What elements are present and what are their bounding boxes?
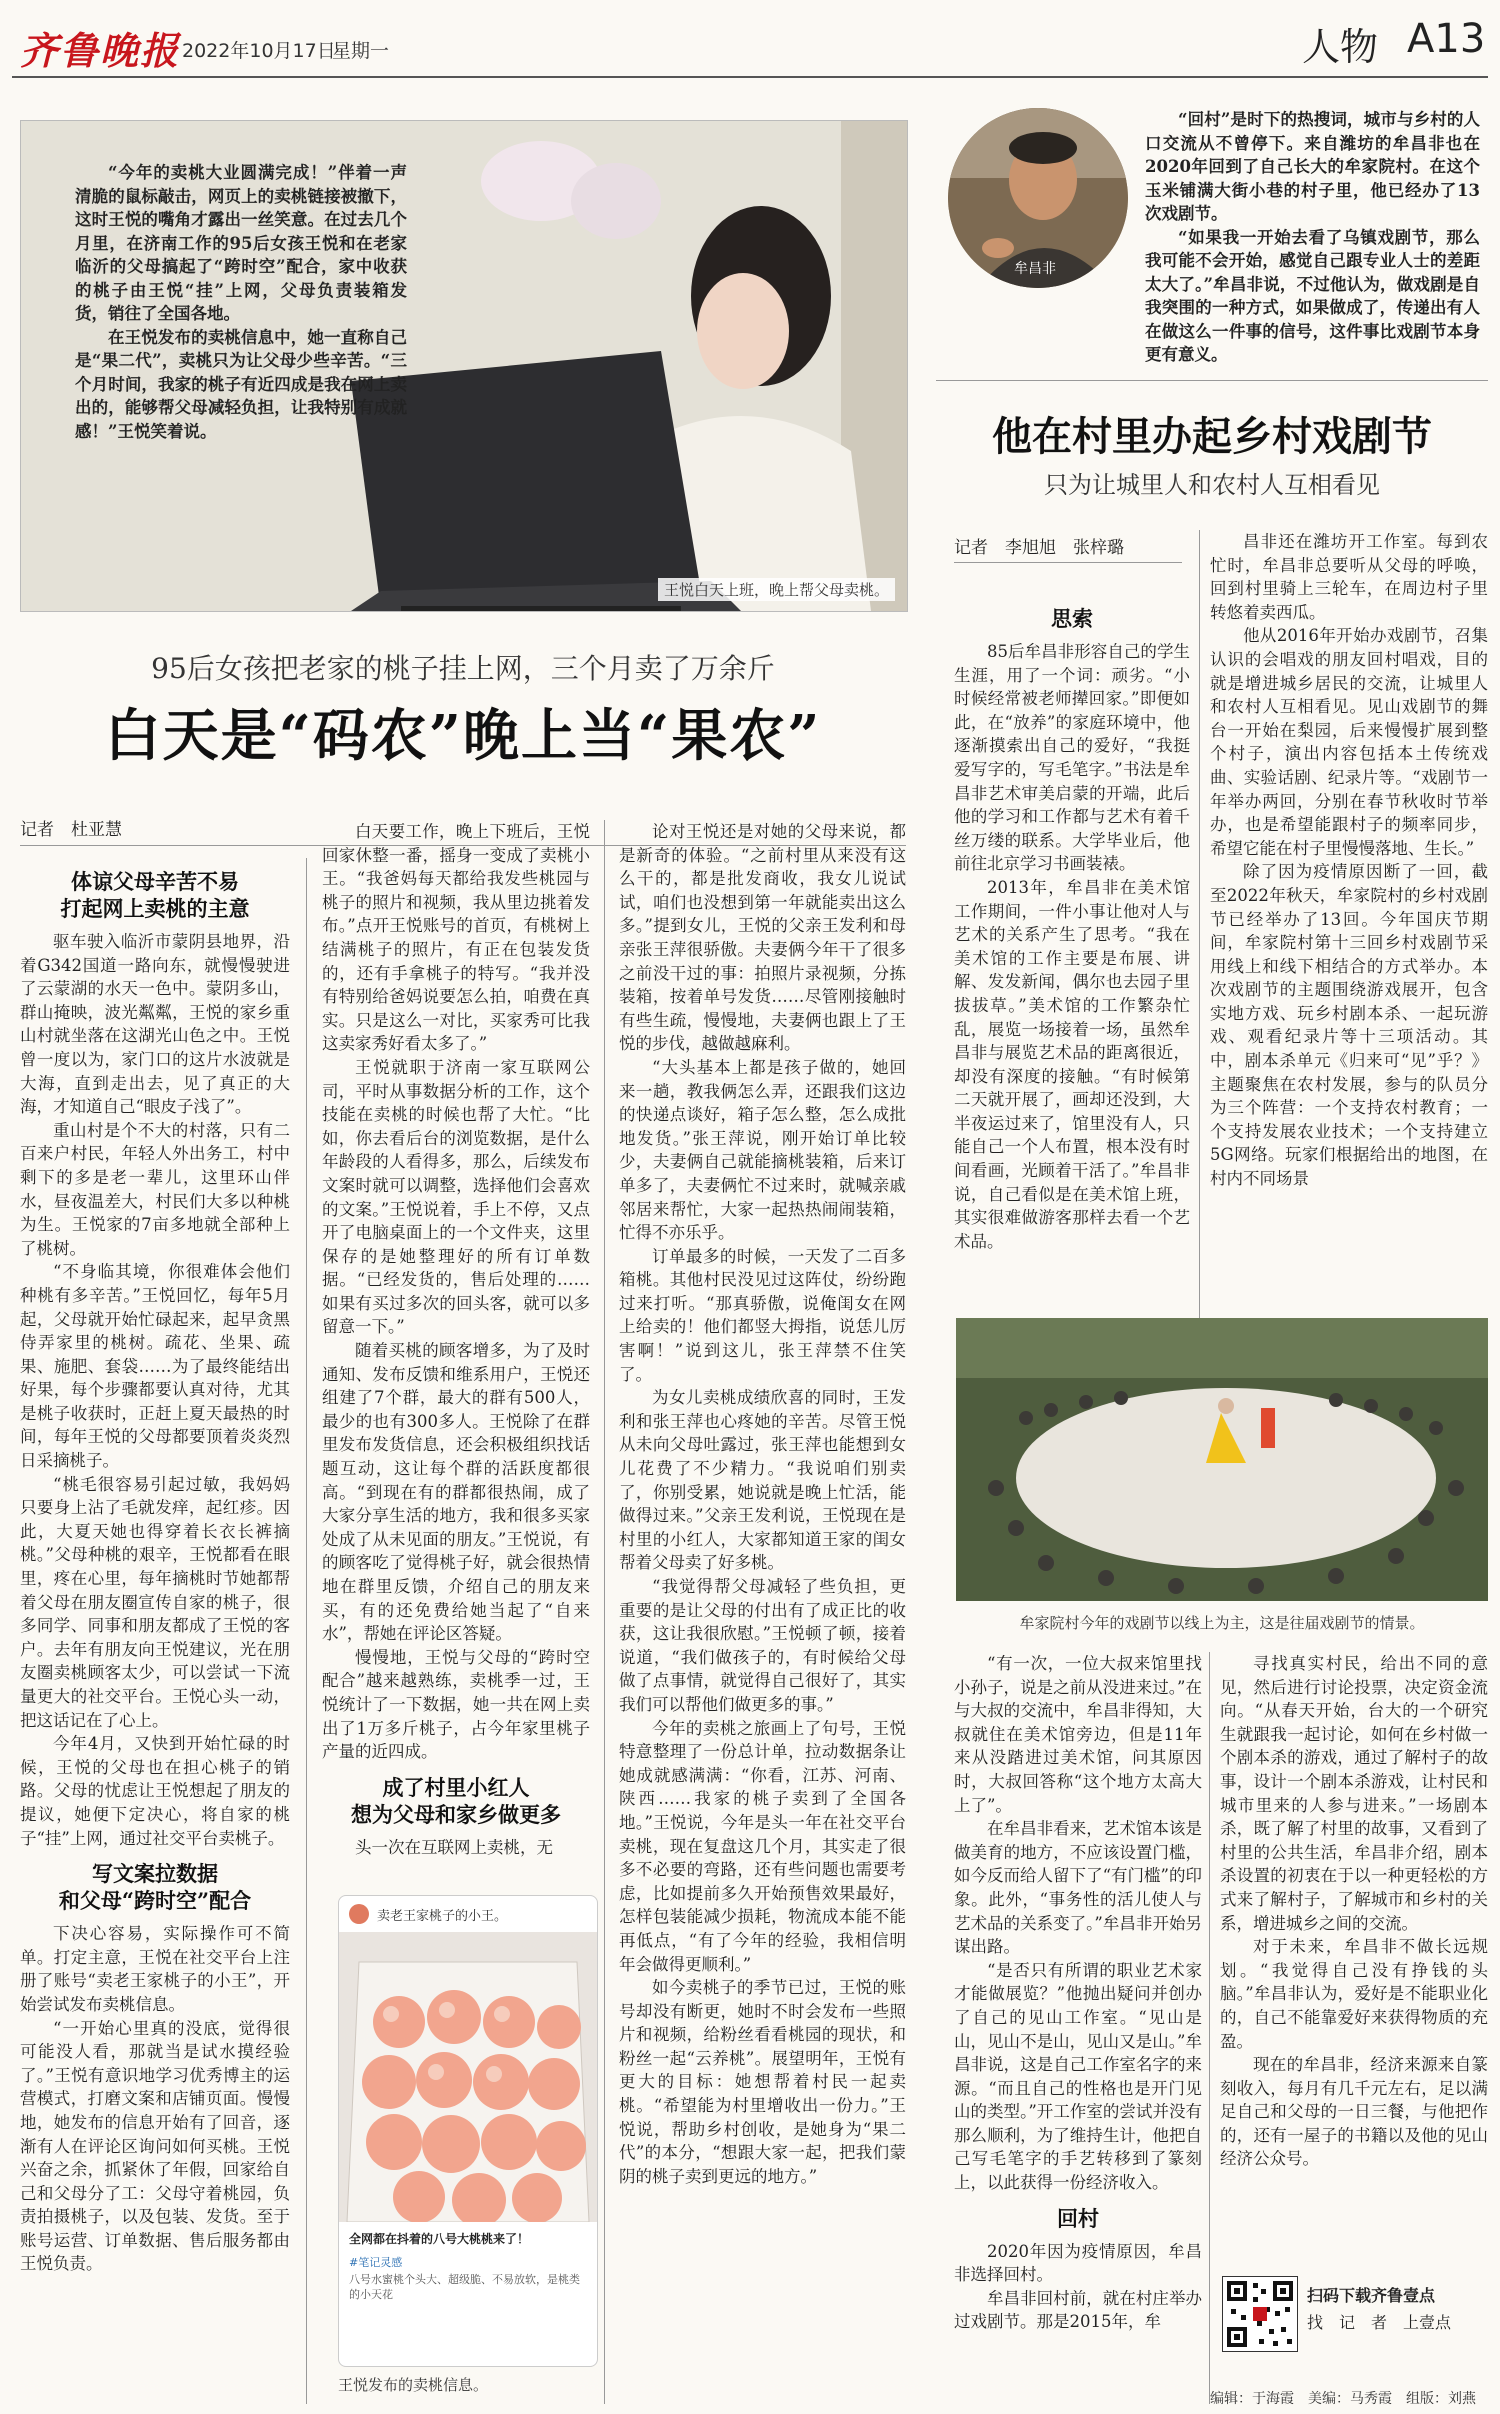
page-credits: 编辑：于海霞 美编：马秀霞 组版：刘燕 xyxy=(1210,2391,1476,2407)
right-column-a xyxy=(954,595,1190,1335)
col-divider xyxy=(306,858,307,2404)
body-paragraph: “大头基本上都是孩子做的，她回来一趟，教我俩怎么弄，还跟我们这边的快递点谈好，箱子怎么整，怎么成批地发货。”张王萍说，刚开始订单比较少，夫妻俩自己就能摘桃装箱，后来订单多了，夫妻俩忙不过来时，就喊亲戚邻居来帮忙，大家一起热热闹闹装箱，忙得不亦乐乎。 xyxy=(619,1057,906,1243)
page-number: A13 xyxy=(1407,16,1486,62)
right-byline: 记者 李旭旭 张梓璐 xyxy=(954,538,1124,558)
body-paragraph: 白天要工作，晚上下班后，王悦回家休整一番，摇身一变成了卖桃小王。“我爸妈每天都给我发些桃园与桃子的照片和视频，我从里边挑着发布。”点开王悦账号的首页，有桃树上结满桃子的照片，有正在包装发货的，还有手拿桃子的特写。“我并没有特别给爸妈说要怎么拍，咱费在真实。只是这么一对比，买家秀可比我这卖家秀好看太多了。” xyxy=(322,822,590,1054)
right-intro xyxy=(1145,108,1480,367)
body-paragraph: “是否只有所谓的职业艺术家才能做展览？”他抛出疑问并创办了自己的见山工作室。“见山是山，见山不是山，见山又是山。”牟昌非说，这是自己工作室名字的来源。“而且自己的性格也是开门见山的类型。”开工作室的尝试并没有那么顺利，为了维持生计，他把自己写毛笔字的手艺转移到了篆刻上，以此获得一份经济收入。 xyxy=(954,1960,1202,2193)
body-paragraph: 今年4月，又快到开始忙碌的时候，王悦的父母也在担心桃子的销路。父母的忧虑让王悦想起了朋友的提议，她便下定决心，将自家的桃子“挂”上网，通过社交平台卖桃子。 xyxy=(20,1734,290,1848)
body-paragraph: 重山村是个不大的村落，只有二百来户村民，年轻人外出务工，村中剩下的多是老一辈儿，这里环山伴水，昼夜温差大，村民们大多以种桃为生。王悦家的7亩多地就全部种上了桃树。 xyxy=(20,1120,290,1258)
body-paragraph: “一开始心里真的没底，觉得很可能没人看，那就当是试水摸经验了。”王悦有意识地学习优秀博主的运营模式，打磨文案和店铺页面。慢慢地，她发布的信息开始有了回音，逐渐有人在评论区询问如何买桃。王悦兴奋之余，抓紧休了年假，回家给自己和父母分了工：父母守着桃园，负责拍摄桃子，以及包装、发货。至于账号运营、订单数据、售后服务都由王悦负责。 xyxy=(20,2018,290,2274)
body-paragraph: 昌非还在潍坊开工作室。每到农忙时，牟昌非总要听从父母的呼唤，回到村里骑上三轮车，在周边村子里转悠着卖西瓜。 xyxy=(1210,532,1488,622)
body-paragraph: 下决心容易，实际操作可不简单。打定主意，王悦在社交平台上注册了账号“卖老王家桃子的小王”，开始尝试发布卖桃信息。 xyxy=(20,1924,290,2014)
paper-logo: 齐鲁晚报 xyxy=(20,28,181,73)
festival-photo xyxy=(956,1318,1488,1601)
left-byline: 记者 杜亚慧 xyxy=(20,820,122,840)
body-paragraph: 论对王悦还是对她的父母来说，都是新奇的体验。“之前村里从来没有这么干的，都是批发商收，我女儿说试试，咱们也没想到第一年就能卖出这么多。”提到女儿，王悦的父亲王发利和母亲张王萍很骄傲。夫妻俩今年干了很多之前没干过的事：拍照片录视频，分拣装箱，按着单号发货……尽管刚接触时有些生疏，慢慢地，夫妻俩也跟上了王悦的步伐，越做越麻利。 xyxy=(619,822,906,1054)
app-account-name: 卖老王家桃子的小王。 xyxy=(377,1909,508,1924)
card-title: 全网都在抖着的八号大桃桃来了！ xyxy=(349,2232,530,2246)
left-kicker: 95后女孩把老家的桃子挂上网，三个月卖了万余斤 xyxy=(151,652,775,685)
left-column-2 xyxy=(322,820,590,1900)
qr-code-icon xyxy=(1223,2277,1297,2351)
body-paragraph: 2020年因为疫情原因，牟昌非选择回村。 xyxy=(954,2241,1202,2285)
right-subtitle: 只为让城里人和农村人互相看见 xyxy=(1044,471,1380,499)
hero-caption: 王悦白天上班，晚上帮父母卖桃。 xyxy=(658,578,895,601)
body-paragraph: 头一次在互联网上卖桃，无 xyxy=(355,1837,553,1857)
section-subhead: 体谅父母辛苦不易 打起网上卖桃的主意 xyxy=(60,869,250,921)
app-screenshot xyxy=(338,1895,598,2367)
right-column-c xyxy=(1220,1652,1488,2192)
screenshot-caption: 王悦发布的卖桃信息。 xyxy=(338,2376,489,2394)
intro-paragraph: “如果我一开始去看了乌镇戏剧节，那么我可能不会开始，感觉自己跟专业人士的差距太大了。”牟昌非说，不过他认为，做戏剧是自我突围的一种方式，如果做成了，传递出有人在做这么一件事的信号，这件事比戏剧节本身更有意义。 xyxy=(1145,227,1480,364)
portrait-name: 牟昌非 xyxy=(1014,261,1056,277)
body-paragraph: 85后牟昌非形容自己的学生生涯，用了一个词：顽劣。“小时候经常被老师撵回家。”即便如此，在“放养”的家庭环境中，他逐渐摸索出自己的爱好，“我挺爱写字的，写毛笔字。”书法是牟昌非艺术审美启蒙的开端，此后他的学习和工作都与艺术有着千丝万缕的联系。大学毕业后，他前往北京学习书画装裱。 xyxy=(954,642,1190,874)
body-paragraph: 寻找真实村民，给出不同的意见，然后进行讨论投票，决定资金流向。“从春天开始，台大的一个研究生就跟我一起讨论，如何在乡村做一个剧本杀的游戏，通过了解村子的故事，设计一个剧本杀游戏，让村民和城市里来的人参与进来。”一场剧本杀，既了解了村里的故事，又看到了村里的公共生活，牟昌非介绍，剧本杀设置的初衷在于以一种更轻松的方式来了解村子，了解城市和乡村的关系，增进城乡之间的交流。 xyxy=(1220,1654,1488,1933)
section-subhead: 写文案拉数据 和父母“跨时空”配合 xyxy=(58,1861,252,1914)
hero-photo xyxy=(20,120,908,612)
body-paragraph: 慢慢地，王悦与父母的“跨时空配合”越来越熟练，卖桃季一过，王悦统计了一下数据，她一共在网上卖出了1万多斤桃子，占今年家里桃子产量的近四成。 xyxy=(322,1647,590,1762)
body-paragraph: 王悦就职于济南一家互联网公司，平时从事数据分析的工作，这个技能在卖桃的时候也帮了大忙。“比如，你去看后台的浏览数据，是什么年龄段的人看得多，那么，后续发布文案时就可以调整，选择他们会喜欢的文案。”王悦说着，手上不停，又点开了电脑桌面上的一个文件夹，这里保存的是她整理好的所有订单数据。“已经发货的，售后处理的……如果有买过多次的回头客，就可以多留意一下。” xyxy=(322,1057,590,1337)
body-paragraph: 订单最多的时候，一天发了二百多箱桃。其他村民没见过这阵仗，纷纷跑过来打听。“那真骄傲，说俺闺女在网上给卖的！他们都竖大拇指，说恁儿厉害啊！”说到这儿，张王萍禁不住笑了。 xyxy=(619,1246,906,1384)
right-headline: 他在村里办起乡村戏剧节 xyxy=(992,413,1432,460)
app-avatar xyxy=(349,1904,369,1924)
left-headline: 白天是“码农”晚上当“果农” xyxy=(104,703,822,769)
body-paragraph: 牟昌非回村前，就在村庄举办过戏剧节。那是2015年，牟 xyxy=(954,2288,1202,2332)
masthead xyxy=(12,6,1488,78)
body-paragraph: 现在的牟昌非，经济来源来自篆刻收入，每月有几千元左右，足以满足自己和父母的一日三餐，与他把作的，还有一屋子的书籍以及他的见山经济公众号。 xyxy=(1220,2055,1488,2169)
body-paragraph: 他从2016年开始办戏剧节，召集认识的会唱戏的朋友回村唱戏，目的就是增进城乡居民的交流，让城里人和农村人互相看见。见山戏剧节的舞台一开始在梨园，后来慢慢扩展到整个村子，演出内容包括本土传统戏曲、实验话剧、纪录片等。“戏剧节一年举办两回，分别在春节秋收时节举办，也是希望能跟村子的频率同步，希望它能在村子里慢慢落地、生长。” xyxy=(1210,626,1488,858)
festival-illustration xyxy=(956,1318,1488,1601)
festival-caption: 牟家院村今年的戏剧节以线上为主，这是往届戏剧节的情景。 xyxy=(1019,1614,1425,1632)
section-subhead: 成了村里小红人 想为父母和家乡做更多 xyxy=(351,1774,561,1827)
body-paragraph: 如今卖桃子的季节已过，王悦的账号却没有断更，她时不时会发布一些照片和视频，给粉丝看看桃园的现状，和粉丝一起“云养桃”。展望明年，王悦有更大的目标：她想帮着村民一起卖桃。“希望能为村里增收出一份力。”王悦说，帮助乡村创收，是她身为“果二代”的本分，“想跟大家一起，把我们蒙阴的桃子卖到更远的地方。” xyxy=(619,1978,906,2186)
qr-code[interactable] xyxy=(1222,2276,1298,2352)
body-paragraph: 2013年，牟昌非在美术馆工作期间，一件小事让他对人与艺术的关系产生了思考。“我在美术馆的工作主要是布展、讲解、发发新闻，偶尔也去园子里拔拔草。”美术馆的工作繁杂忙乱，展览一场接着一场，虽然牟昌非与展览艺术品的距离很近，却没有深度的接触。“有时候第二天就开展了，画却还没到，大半夜运过来了，馆里没有人，只能自己一个人布置，根本没有时间看画，光顾着干活了。”牟昌非说，自己看似是在美术馆上班，其实很难做游客那样去看一个艺术品。 xyxy=(954,877,1190,1251)
body-paragraph: “不身临其境，你很难体会他们种桃有多辛苦。”王悦回忆，每年5月起，父母就开始忙碌起来，起早贪黑侍弄家里的桃树。疏花、坐果、疏果、施肥、套袋……为了最终能结出好果，每个步骤都要认真对待，尤其是桃子收获时，正赶上夏天最热的时间，每年王悦的父母都要顶着炎炎烈日采摘桃子。 xyxy=(20,1262,290,1471)
body-paragraph: 驱车驶入临沂市蒙阴县地界，沿着G342国道一路向东，就慢慢驶进了云蒙湖的水天一色中。蒙阴多山，群山掩映，波光粼粼，王悦的家乡重山村就坐落在这湖光山色之中。王悦曾一度以为，家门口的这片水波就是大海，直到走出去，见了真正的大海，才知道自己“眼皮子浅了”。 xyxy=(20,932,290,1117)
peach-box-illustration xyxy=(339,1932,597,2222)
app-title-bar xyxy=(339,1896,597,1933)
body-paragraph: 在牟昌非看来，艺术馆本该是做美育的地方，不应该设置门槛，如今反而给人留下了“有门槛”的印象。此外，“事务性的活儿使人与艺术品的关系变了。”牟昌非开始另谋出路。 xyxy=(954,1819,1202,1957)
col-divider xyxy=(1199,530,1200,1320)
section-subhead: 回村 xyxy=(1057,2205,1099,2231)
body-paragraph: 随着买桃的顾客增多，为了及时通知、发布反馈和维系用户，王悦还组建了7个群，最大的群有500人，最少的也有300多人。王悦除了在群里发布发货信息，还会积极组织找话题互动，这让每个群的活跃度都很高。“到现在有的群都很热闹，成了大家分享生活的地方，我和很多买家处成了从未见面的朋友。”王悦说，有的顾客吃了觉得桃子好，就会很热情地在群里反馈，介绍自己的朋友来买，有的还免费给她当起了“自来水”，帮她在评论区答疑。 xyxy=(322,1341,590,1644)
left-column-1 xyxy=(20,858,290,2404)
right-column-b xyxy=(1210,530,1488,1330)
section-subhead: 思索 xyxy=(1051,606,1093,631)
col-divider xyxy=(604,820,605,2404)
left-column-3 xyxy=(619,820,906,2404)
hero-text xyxy=(75,161,407,443)
card-meta: #笔记灵感 xyxy=(349,2256,403,2269)
body-paragraph: 对于未来，牟昌非不做长远规划。“我觉得自己没有挣钱的头脑。”牟昌非认为，爱好是不能职业化的，自己不能靠爱好来获得物质的充盈。 xyxy=(1220,1937,1488,2051)
body-paragraph: “我觉得帮父母减轻了些负担，更重要的是让父母的付出有了成正比的收获，这让我很欣慰。”王悦顿了顿，接着说道，“我们做孩子的，有时候给父母做了点事情，就觉得自己很好了，其实我们可以帮他们做更多的事。” xyxy=(619,1577,906,1714)
portrait-photo xyxy=(948,108,1128,288)
body-paragraph: 为女儿卖桃成绩欣喜的同时，王发利和张王萍也心疼她的辛苦。尽管王悦从未向父母吐露过，张王萍也能想到女儿花费了不少精力。“我说咱们别卖了，你别受累，她说就是晚上忙活，能做得过来。”父亲王发利说，王悦现在是村里的小红人，大家都知道王家的闺女帮着父母卖了好多桃。 xyxy=(619,1388,906,1573)
intro-paragraph: “回村”是时下的热搜词，城市与乡村的人口交流从不曾停下。来自潍坊的牟昌非也在2020年回到了自己长大的牟家院村。在这个玉米铺满大街小巷的村子里，他已经办了13次戏剧节。 xyxy=(1145,110,1480,223)
right-byline-rule xyxy=(954,562,1182,563)
col-divider xyxy=(1209,1652,1210,2404)
card-description: 八号水蜜桃个头大、超级脆、不易放软，是桃类的小天花 xyxy=(349,2273,580,2301)
body-paragraph: 除了因为疫情原因断了一回，截至2022年秋天，牟家院村的乡村戏剧节已经举办了13回。今年国庆节期间，牟家院村第十三回乡村戏剧节采用线上和线下相结合的方式举办。本次戏剧节的主题围绕游戏展开，包含实地方戏、玩乡村剧本杀、一起玩游戏、观看纪录片等十三项活动。其中，剧本杀单元《归来可“见”乎？》主题聚焦在农村发展，参与的队员分为三个阵营：一个支持农村教育；一个支持发展农业技术；一个支持建立5G网络。玩家们根据给出的地图，在村内不同场景 xyxy=(1210,862,1488,1189)
hero-paragraph: “今年的卖桃大业圆满完成！”伴着一声清脆的鼠标敲击，网页上的卖桃链接被撤下，这时王悦的嘴角才露出一丝笑意。在过去几个月里，在济南工作的95后女孩王悦和在老家临沂的父母搞起了“跨时空”配合，家中收获的桃子由王悦“挂”上网，父母负责装箱发货，销往了全国各地。 xyxy=(75,163,407,323)
qr-text-2: 找 记 者 上壹点 xyxy=(1307,2313,1452,2332)
section-name: 人物 xyxy=(1302,25,1379,69)
right-column-a2 xyxy=(954,1652,1202,2404)
qr-text-1: 扫码下载齐鲁壹点 xyxy=(1307,2286,1436,2305)
body-paragraph: 今年的卖桃之旅画上了句号，王悦特意整理了一份总计单，拉动数据条让她成就感满满：“你看，江苏、河南、陕西……我家的桃子卖到了全国各地。”王悦说，今年是头一年在社交平台卖桃，现在复盘这几个月，其实走了很多不必要的弯路，还有些问题也需要考虑，比如提前多久开始预售效果最好，怎样包装能减少损耗，物流成本能不能再低点，“有了今年的经验，我相信明年会做得更顺利。” xyxy=(619,1718,906,1974)
right-top-rule xyxy=(936,380,1488,381)
body-paragraph: “桃毛很容易引起过敏，我妈妈只要身上沾了毛就发痒，起红疹。因此，大夏天她也得穿着长衣长裤摘桃。”父母种桃的艰辛，王悦都看在眼里，疼在心里，每年摘桃时节她都帮着父母在朋友圈宣传自家的桃子，很多同学、同事和朋友都成了王悦的客户。去年有朋友向王悦建议，光在朋友圈卖桃顾客太少，可以尝试一下流量更大的社交平台。王悦心头一动，把这话记在了心上。 xyxy=(20,1474,290,1730)
issue-weekday: 星期一 xyxy=(332,40,390,62)
body-paragraph: “有一次，一位大叔来馆里找小孙子，说是之前从没进来过。”在与大叔的交流中，牟昌非得知，大叔就住在美术馆旁边，但是11年来从没踏进过美术馆，问其原因时，大叔回答称“这个地方太高大上了”。 xyxy=(954,1654,1202,1815)
hero-paragraph: 在王悦发布的卖桃信息中，她一直称自己是“果二代”，卖桃只为让父母少些辛苦。“三个月时间，我家的桃子有近四成是我在网上卖出的，能够帮父母减轻负担，让我特别有成就感！”王悦笑着说。 xyxy=(75,327,407,441)
issue-date: 2022年10月17日 xyxy=(182,40,336,62)
